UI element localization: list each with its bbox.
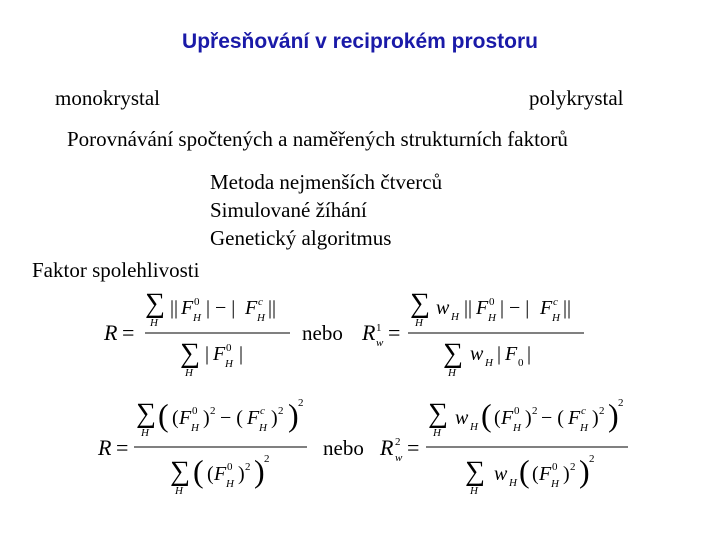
svg-text:||: || bbox=[268, 297, 277, 319]
svg-text:H: H bbox=[470, 421, 478, 433]
svg-text:2: 2 bbox=[618, 397, 624, 409]
svg-text:H: H bbox=[470, 485, 478, 497]
svg-text:H: H bbox=[193, 312, 201, 324]
svg-text:(: ( bbox=[207, 463, 214, 485]
svg-text:=: = bbox=[122, 320, 135, 345]
svg-text:): ) bbox=[288, 397, 299, 433]
svg-text:∑: ∑ bbox=[443, 338, 463, 369]
svg-text:R: R bbox=[362, 320, 376, 345]
method-simulated-annealing: Simulované žíhání bbox=[210, 198, 367, 222]
svg-text:w: w bbox=[376, 337, 384, 349]
svg-text:|: | bbox=[497, 343, 502, 365]
svg-text:∑: ∑ bbox=[170, 456, 190, 487]
svg-text:H: H bbox=[488, 312, 496, 324]
svg-text:2: 2 bbox=[532, 405, 538, 417]
svg-text:=: = bbox=[388, 320, 401, 345]
svg-text:w: w bbox=[455, 407, 469, 429]
slide-title: Upřesňování v reciprokém prostoru bbox=[182, 30, 538, 53]
svg-text:F: F bbox=[247, 407, 260, 429]
svg-text:2: 2 bbox=[210, 405, 216, 417]
svg-text:||: || bbox=[563, 297, 572, 319]
svg-text:(: ( bbox=[519, 453, 530, 489]
svg-text:2: 2 bbox=[395, 436, 401, 448]
svg-text:2: 2 bbox=[599, 405, 605, 417]
svg-text:w: w bbox=[436, 297, 450, 319]
svg-text:c: c bbox=[258, 296, 263, 308]
svg-text:F: F bbox=[214, 463, 227, 485]
svg-text:): ) bbox=[203, 407, 210, 429]
svg-text:H: H bbox=[448, 367, 456, 379]
svg-text:H: H bbox=[513, 422, 521, 434]
svg-text:0: 0 bbox=[552, 461, 558, 473]
svg-text:F: F bbox=[539, 463, 552, 485]
svg-text:| − |: | − | bbox=[500, 297, 530, 319]
svg-text:H: H bbox=[226, 478, 234, 490]
svg-text:H: H bbox=[552, 312, 560, 324]
formula-r-squared bbox=[97, 397, 307, 497]
svg-text:): ) bbox=[254, 453, 265, 489]
comparison-text: Porovnávání spočtených a naměřených strukturních faktorů bbox=[67, 127, 568, 151]
svg-text:∑: ∑ bbox=[136, 398, 156, 429]
methods-list bbox=[210, 168, 442, 252]
svg-text:c: c bbox=[260, 405, 265, 417]
svg-text:0: 0 bbox=[226, 342, 232, 354]
svg-text:H: H bbox=[257, 312, 265, 324]
svg-text:2: 2 bbox=[278, 405, 284, 417]
svg-text:H: H bbox=[141, 427, 149, 439]
svg-text:F: F bbox=[181, 297, 194, 319]
svg-text:2: 2 bbox=[245, 461, 251, 473]
formula-r bbox=[103, 288, 290, 379]
svg-text:c: c bbox=[581, 405, 586, 417]
svg-text:0: 0 bbox=[194, 296, 200, 308]
svg-text:F: F bbox=[213, 343, 226, 365]
svg-text:(: ( bbox=[172, 407, 179, 429]
svg-text:): ) bbox=[592, 407, 599, 429]
svg-text:(: ( bbox=[481, 397, 492, 433]
svg-text:2: 2 bbox=[264, 453, 270, 465]
svg-text:| − |: | − | bbox=[206, 297, 236, 319]
svg-text:0: 0 bbox=[514, 405, 520, 417]
polycrystal-label: polykrystal bbox=[529, 86, 624, 110]
formula-area bbox=[0, 280, 720, 510]
method-least-squares: Metoda nejmenších čtverců bbox=[210, 170, 443, 194]
svg-text:H: H bbox=[150, 317, 158, 329]
reliability-factor-label: Faktor spolehlivosti bbox=[32, 258, 200, 282]
svg-text:(: ( bbox=[494, 407, 501, 429]
svg-text:H: H bbox=[451, 311, 459, 323]
svg-text:− (: − ( bbox=[541, 407, 564, 429]
monocrystal-label: monokrystal bbox=[55, 86, 160, 110]
svg-text:2: 2 bbox=[298, 397, 304, 409]
svg-text:H: H bbox=[175, 485, 183, 497]
svg-text:∑: ∑ bbox=[180, 338, 200, 369]
svg-text:F: F bbox=[568, 407, 581, 429]
svg-text:=: = bbox=[407, 435, 420, 460]
svg-text:H: H bbox=[225, 358, 233, 370]
svg-text:w: w bbox=[470, 343, 484, 365]
svg-text:H: H bbox=[185, 367, 193, 379]
svg-text:F: F bbox=[476, 297, 489, 319]
svg-text:): ) bbox=[525, 407, 532, 429]
svg-text:c: c bbox=[553, 296, 558, 308]
svg-text:(: ( bbox=[158, 397, 169, 433]
method-genetic-algorithm: Genetický algoritmus bbox=[210, 226, 392, 250]
svg-text:F: F bbox=[540, 297, 553, 319]
svg-text:∑: ∑ bbox=[428, 398, 448, 429]
svg-text:R: R bbox=[104, 320, 118, 345]
svg-text:0: 0 bbox=[489, 296, 495, 308]
svg-text:H: H bbox=[580, 422, 588, 434]
svg-text:(: ( bbox=[193, 453, 204, 489]
svg-text:): ) bbox=[608, 397, 619, 433]
svg-text:H: H bbox=[485, 357, 493, 369]
connector-word-1: nebo bbox=[302, 321, 343, 345]
svg-text:0: 0 bbox=[192, 405, 198, 417]
svg-text:H: H bbox=[191, 422, 199, 434]
svg-text:F: F bbox=[245, 297, 258, 319]
connector-word-2: nebo bbox=[323, 436, 364, 460]
svg-text:∑: ∑ bbox=[145, 288, 165, 319]
svg-text:− (: − ( bbox=[220, 407, 243, 429]
svg-text:|: | bbox=[205, 343, 210, 365]
svg-text:(: ( bbox=[532, 463, 539, 485]
svg-text:R: R bbox=[380, 435, 394, 460]
svg-text:): ) bbox=[563, 463, 570, 485]
svg-text:H: H bbox=[259, 422, 267, 434]
svg-text:2: 2 bbox=[589, 453, 595, 465]
svg-text:|: | bbox=[239, 343, 244, 365]
svg-text:=: = bbox=[116, 435, 129, 460]
svg-text:F: F bbox=[179, 407, 192, 429]
svg-text:||: || bbox=[170, 297, 179, 319]
svg-text:0: 0 bbox=[518, 357, 524, 369]
svg-text:2: 2 bbox=[570, 461, 576, 473]
svg-text:||: || bbox=[464, 297, 473, 319]
svg-text:|: | bbox=[527, 343, 532, 365]
svg-text:R: R bbox=[98, 435, 112, 460]
svg-text:F: F bbox=[505, 343, 518, 365]
svg-text:): ) bbox=[238, 463, 245, 485]
formula-rw1 bbox=[361, 288, 584, 379]
svg-text:1: 1 bbox=[376, 322, 382, 334]
svg-text:H: H bbox=[433, 427, 441, 439]
svg-text:): ) bbox=[271, 407, 278, 429]
svg-text:): ) bbox=[579, 453, 590, 489]
svg-text:0: 0 bbox=[227, 461, 233, 473]
svg-text:∑: ∑ bbox=[465, 456, 485, 487]
svg-text:F: F bbox=[501, 407, 514, 429]
svg-text:∑: ∑ bbox=[410, 288, 430, 319]
svg-text:H: H bbox=[415, 317, 423, 329]
formula-rw2 bbox=[379, 397, 628, 497]
svg-text:H: H bbox=[551, 478, 559, 490]
svg-text:w: w bbox=[494, 463, 508, 485]
svg-text:w: w bbox=[395, 452, 403, 464]
svg-text:H: H bbox=[509, 477, 517, 489]
